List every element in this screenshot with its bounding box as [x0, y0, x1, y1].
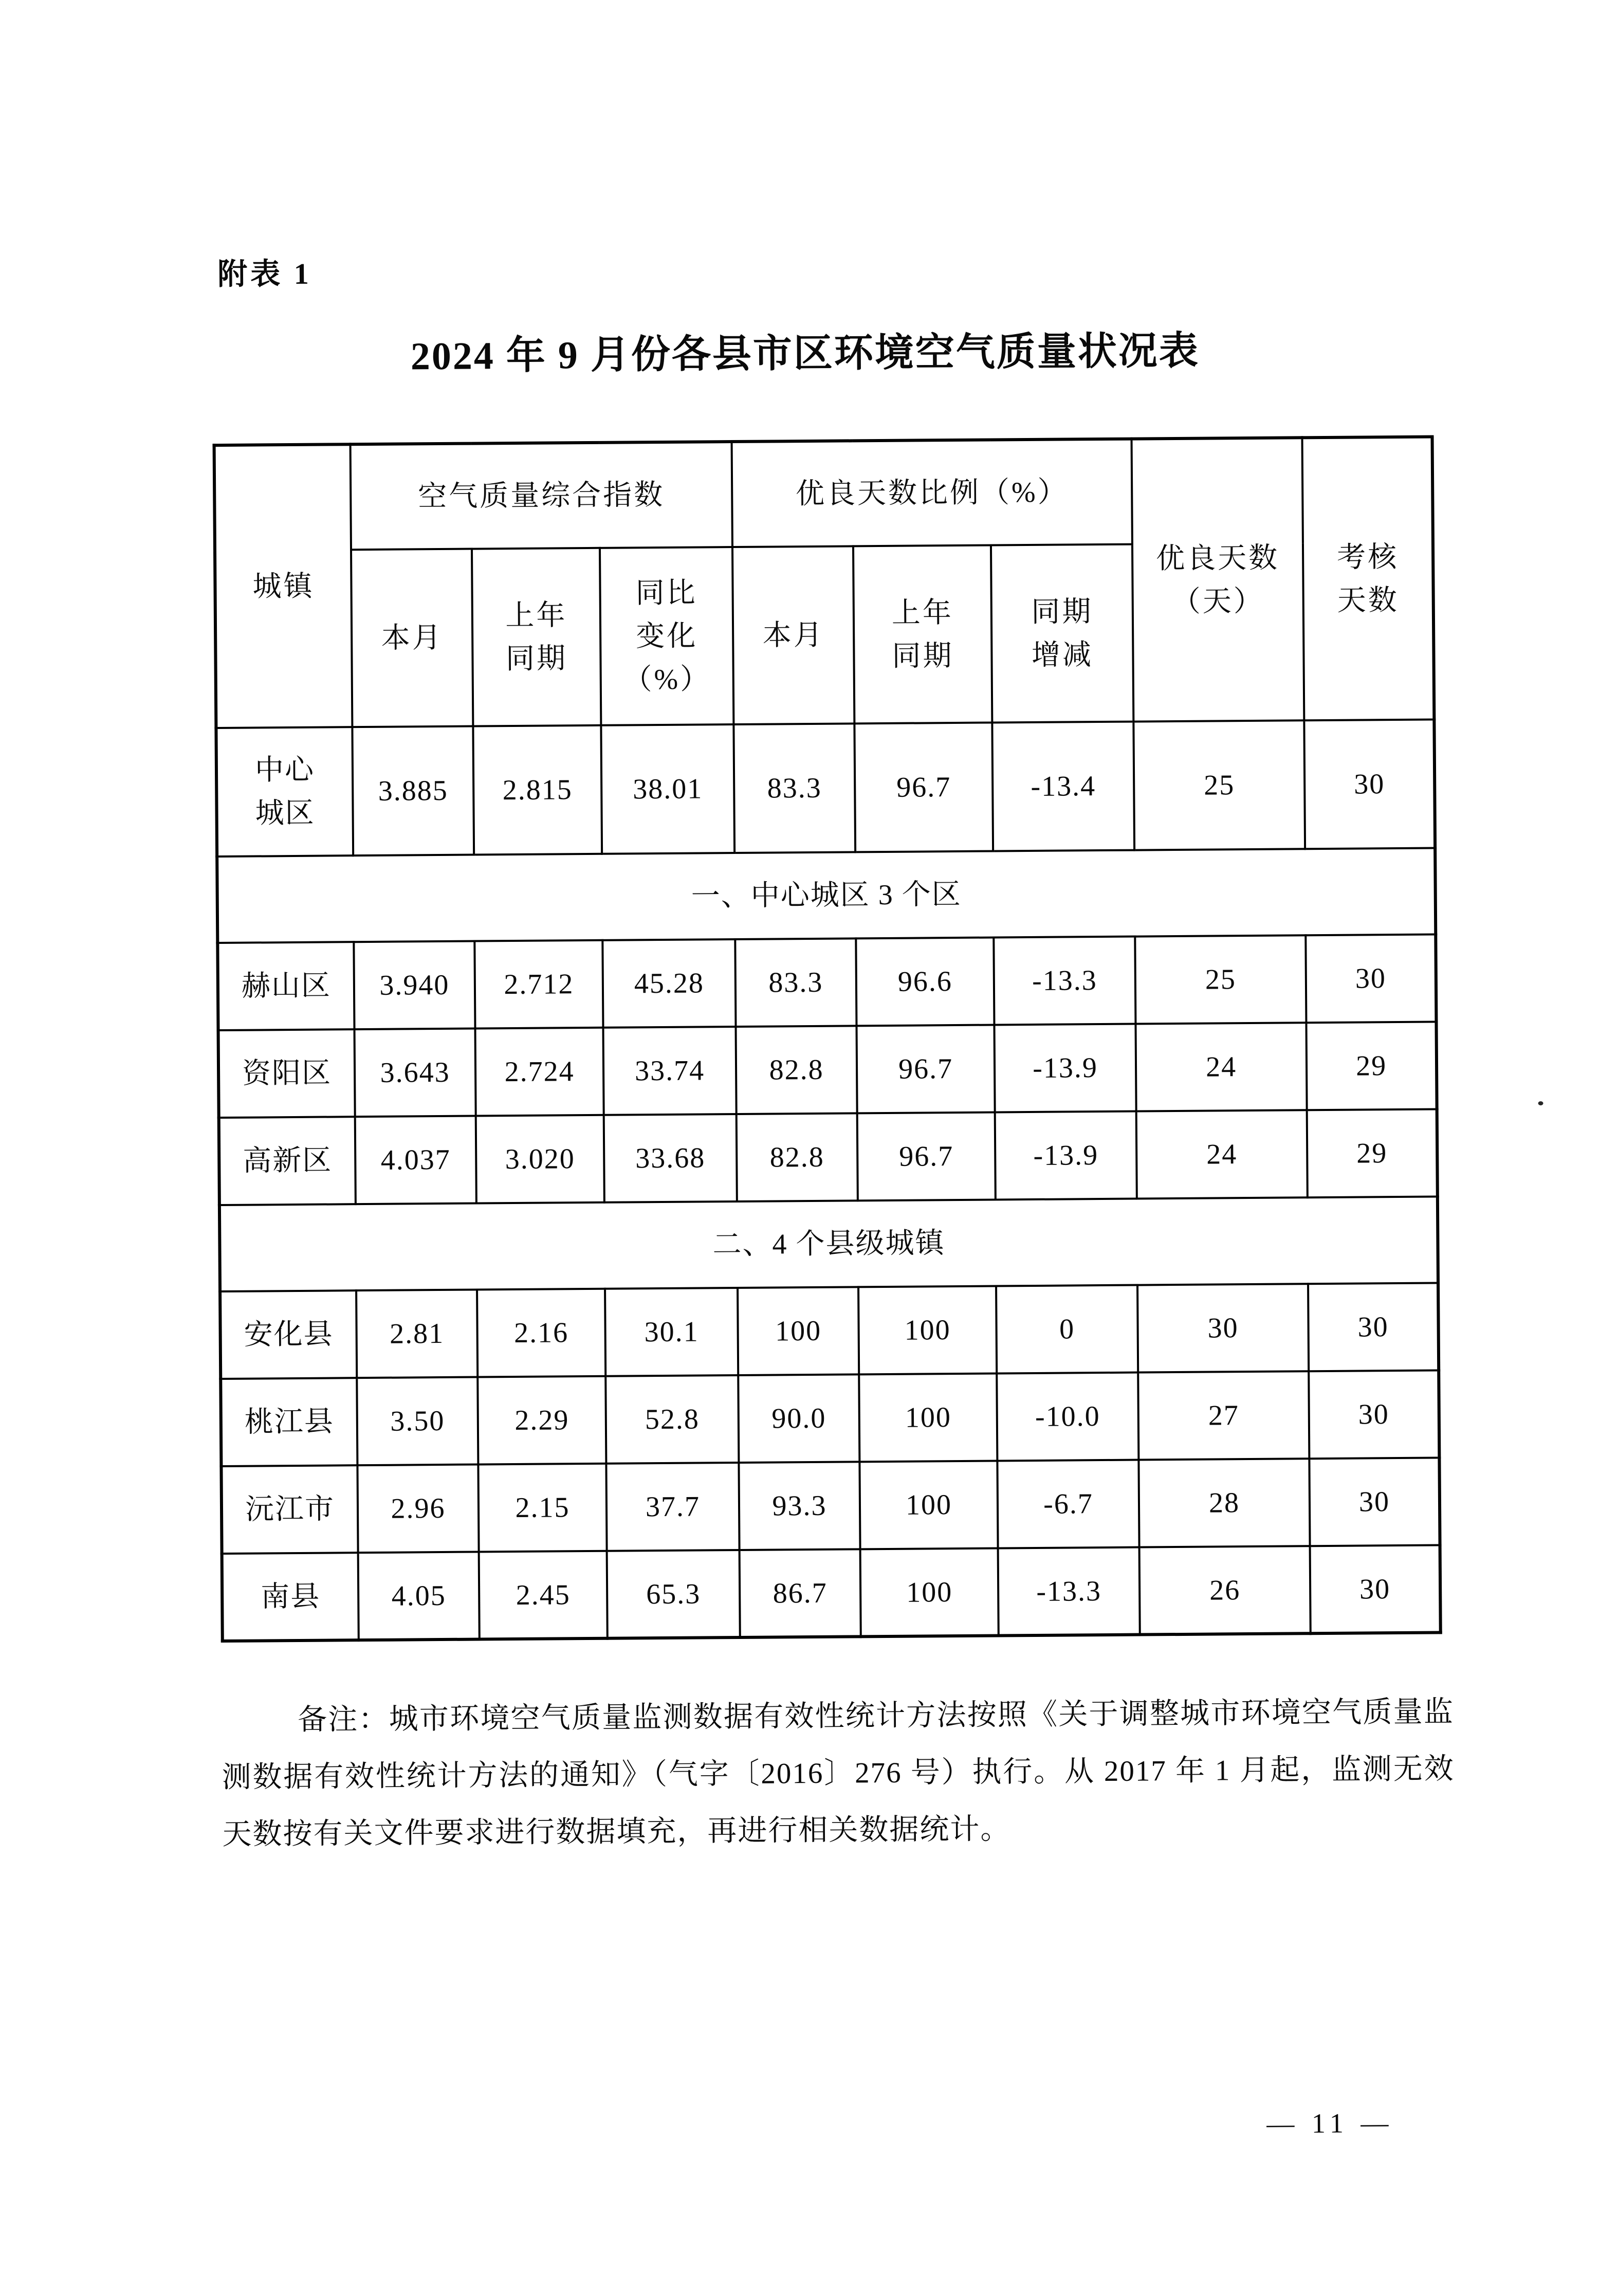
- table-cell: 100: [860, 1548, 999, 1636]
- row-label-cell: 中心 城区: [216, 727, 353, 857]
- header-good-days: 优良天数 （天）: [1132, 438, 1304, 721]
- table-cell: 96.7: [854, 723, 993, 852]
- table-cell: -10.0: [997, 1373, 1138, 1461]
- section-label-cell: 一、中心城区 3 个区: [217, 848, 1436, 943]
- table-row: [216, 719, 1435, 857]
- table-cell: 33.74: [603, 1027, 737, 1115]
- table-cell: 25: [1133, 720, 1305, 850]
- scan-artifact-dot: [1538, 1101, 1543, 1105]
- table-cell: 2.16: [477, 1289, 605, 1377]
- table-row: [217, 934, 1436, 1030]
- table-cell: 2.724: [475, 1028, 604, 1116]
- table-cell: 29: [1306, 1022, 1437, 1110]
- header-row-groups: [214, 437, 1433, 551]
- note-text: 备注：城市环境空气质量监测数据有效性统计方法按照《关于调整城市环境空气质量监测数据有效性统计方法的通知》（气字〔2016〕276 号）执行。从 2017 年 1 月起，监测无效天数按有关文件要求进行数据填充，再进行相关数据统计。: [222, 1696, 1455, 1851]
- table-cell: 28: [1138, 1459, 1310, 1547]
- table-cell: 2.45: [479, 1551, 608, 1639]
- table-row: [218, 1022, 1437, 1118]
- header-town: 城镇: [214, 444, 353, 728]
- table-cell: 83.3: [735, 938, 856, 1027]
- table-cell: 2.712: [474, 940, 603, 1029]
- table-cell: 30: [1304, 719, 1435, 849]
- table-row: [220, 1370, 1439, 1466]
- table-cell: 2.15: [478, 1464, 606, 1552]
- table-cell: 30: [1309, 1370, 1439, 1459]
- table-cell: 2.29: [477, 1376, 606, 1465]
- table-row: [221, 1457, 1440, 1554]
- table-cell: 82.8: [736, 1026, 857, 1114]
- table-cell: 27: [1138, 1371, 1309, 1460]
- table-row: [222, 1545, 1441, 1641]
- table-cell: -13.3: [998, 1547, 1140, 1636]
- table-cell: -13.4: [992, 722, 1134, 851]
- row-label-cell: 赫山区: [217, 942, 354, 1030]
- table-cell: 3.020: [476, 1115, 604, 1204]
- table-row: [219, 1109, 1438, 1205]
- table-cell: 30: [1308, 1283, 1439, 1371]
- table-cell: 38.01: [601, 724, 734, 854]
- table-cell: 37.7: [606, 1463, 739, 1551]
- table-row: [220, 1283, 1439, 1379]
- header-last-year-aqi: 上年 同期: [472, 548, 601, 726]
- table-cell: 100: [859, 1373, 997, 1462]
- table-cell: 45.28: [602, 939, 736, 1028]
- table-cell: 0: [996, 1285, 1138, 1374]
- row-label-cell: 南县: [222, 1553, 359, 1641]
- table-cell: 52.8: [605, 1375, 739, 1464]
- table-cell: 29: [1307, 1109, 1438, 1197]
- row-label-cell: 资阳区: [218, 1029, 355, 1118]
- table-cell: 30: [1310, 1545, 1441, 1633]
- table-cell: 24: [1136, 1110, 1308, 1198]
- table-cell: 96.7: [857, 1025, 995, 1113]
- header-last-year-ratio: 上年 同期: [853, 545, 992, 724]
- table-cell: 30.1: [605, 1288, 738, 1376]
- table-cell: -13.9: [995, 1111, 1137, 1200]
- row-label-cell: 沅江市: [221, 1465, 358, 1554]
- table-cell: 24: [1135, 1023, 1307, 1111]
- table-cell: 4.05: [358, 1552, 480, 1641]
- table-cell: 2.96: [357, 1465, 479, 1553]
- table-cell: 83.3: [733, 723, 855, 853]
- table-cell: -13.3: [994, 937, 1135, 1025]
- row-label-cell: 高新区: [219, 1117, 356, 1205]
- table-cell: 2.81: [356, 1290, 477, 1378]
- table-cell: 33.68: [604, 1114, 737, 1202]
- page-title: 2024 年 9 月份各县市区环境空气质量状况表: [410, 329, 1200, 378]
- air-quality-table: [213, 435, 1442, 1643]
- table-cell: 90.0: [738, 1374, 859, 1463]
- table-cell: 100: [738, 1287, 859, 1375]
- section-label-cell: 二、4 个县级城镇: [219, 1196, 1438, 1291]
- table-cell: 65.3: [607, 1550, 740, 1638]
- header-this-month-ratio: 本月: [732, 546, 854, 724]
- row-label-cell: 安化县: [220, 1290, 357, 1379]
- header-group-aqi: 空气质量综合指数: [351, 442, 732, 550]
- table-cell: 26: [1139, 1546, 1311, 1634]
- header-period-change: 同期 增减: [991, 544, 1133, 723]
- header-this-month-aqi: 本月: [351, 549, 473, 727]
- page-number: — 11 —: [1266, 2107, 1394, 2139]
- table-cell: 30: [1137, 1284, 1309, 1372]
- table-cell: 82.8: [737, 1113, 858, 1201]
- table-cell: -6.7: [997, 1460, 1139, 1548]
- table-cell: 3.643: [355, 1029, 476, 1117]
- table-cell: 25: [1135, 935, 1306, 1024]
- table-cell: 30: [1309, 1457, 1440, 1546]
- table-cell: -13.9: [995, 1024, 1136, 1113]
- table-cell: 96.6: [856, 937, 994, 1026]
- table-cell: 3.50: [357, 1377, 478, 1466]
- table-cell: 93.3: [739, 1462, 860, 1550]
- table-cell: 100: [859, 1461, 998, 1549]
- header-group-good-ratio: 优良天数比例（%）: [732, 439, 1132, 547]
- annex-label: 附表 1: [217, 257, 312, 291]
- table-cell: 100: [858, 1286, 997, 1374]
- header-yoy-change: 同比 变化 （%）: [600, 547, 733, 725]
- table-cell: 3.885: [352, 726, 474, 856]
- header-assess-days: 考核 天数: [1302, 437, 1435, 721]
- table-cell: 2.815: [473, 725, 602, 855]
- row-label-cell: 桃江县: [220, 1378, 357, 1466]
- section-row: [217, 848, 1436, 943]
- table-cell: 96.7: [857, 1112, 996, 1200]
- table-cell: 86.7: [740, 1549, 861, 1637]
- table-cell: 4.037: [355, 1116, 476, 1205]
- section-row: [219, 1196, 1438, 1291]
- table-cell: 30: [1306, 934, 1436, 1023]
- table-cell: 3.940: [354, 941, 475, 1030]
